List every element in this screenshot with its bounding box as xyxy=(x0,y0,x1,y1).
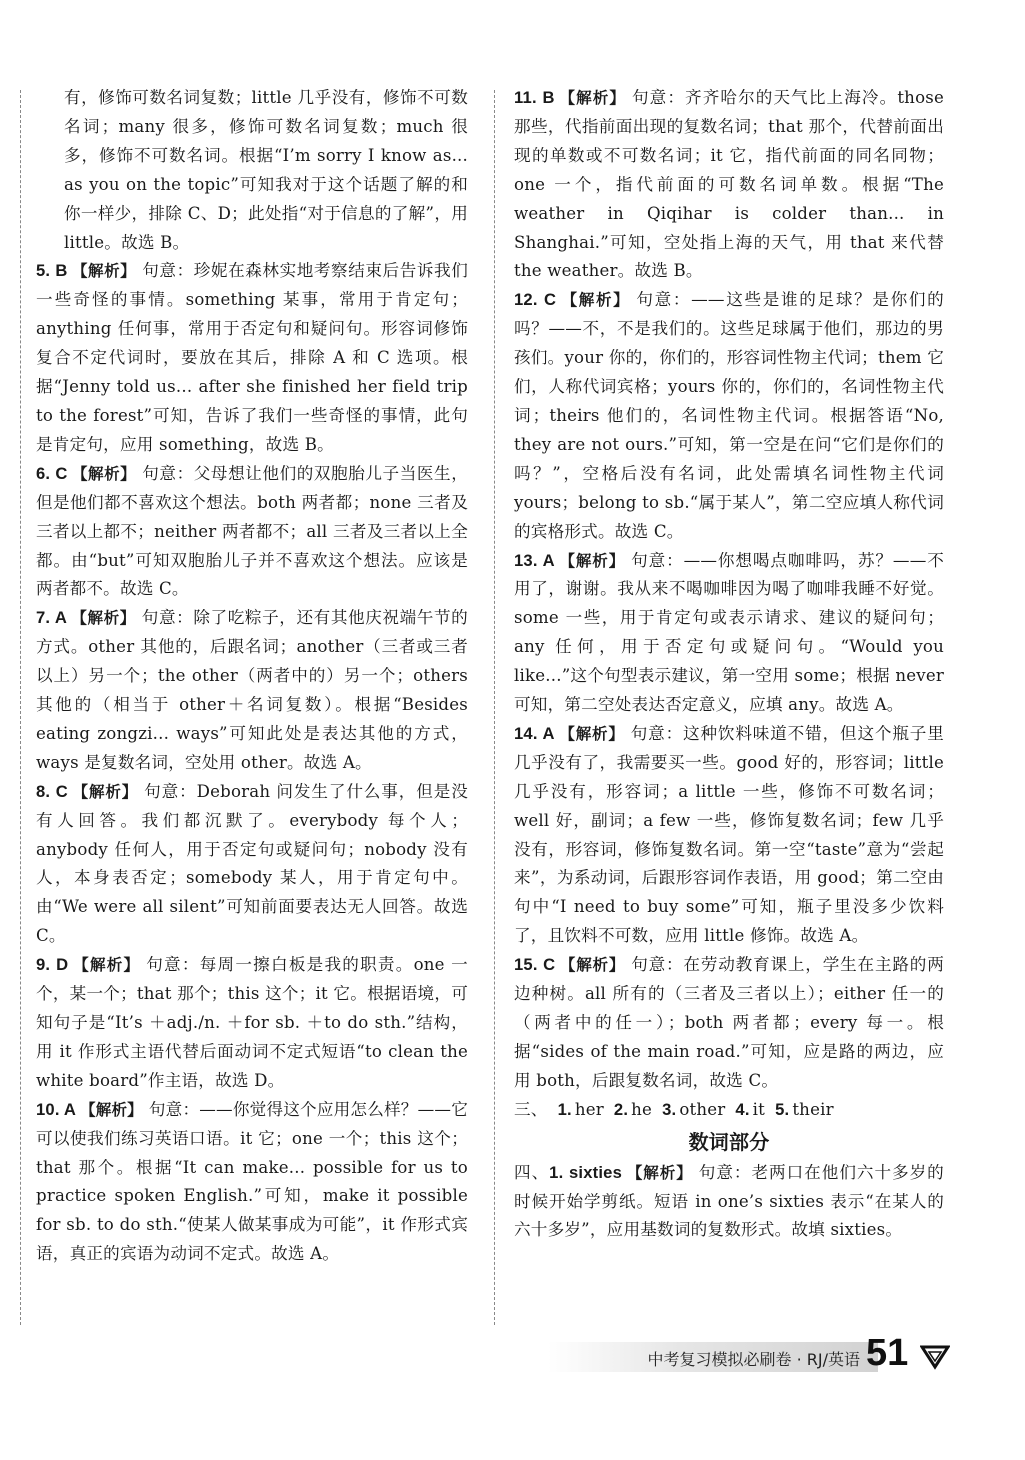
page-number: 51 xyxy=(866,1332,909,1374)
right-column xyxy=(514,84,944,1245)
left-column xyxy=(36,84,468,1269)
answer-item-6: 6. C 【解析】 句意：父母想让他们的双胞胎儿子当医生，但是他们都不喜欢这个想法。both 两者都；none 三者及三者以上都不；neither 两者都不；all 三者及三者以上全都。由“but”可知双胞胎儿子并不喜欢这个想法。应该是两者都不。故选 C。 xyxy=(36,463,468,599)
book-title: 中考复习模拟必刷卷 · RJ/英语 xyxy=(647,1350,860,1369)
answer-item-4-continued: 有，修饰可数名词复数；little 几乎没有，修饰不可数名词；many 很多，修饰可数名词复数；much 很多，修饰不可数名词。根据“I’m sorry I know as... as you on the topic”可知我对于这个话题了解的和你一样少，排除 C、D；此处指“对于信息的了解”，用 little。故选 B。 xyxy=(64,88,468,252)
left-margin-divider xyxy=(20,90,21,1325)
answer-item-14: 14. A 【解析】 句意：这种饮料味道不错，但这个瓶子里几乎没有了，我需要买一些。good 好的，形容词；little 几乎没有，形容词；a little 一些，修饰不可数名词；well 好，副词；a few 一些，修饰复数名词；few 几乎没有，形容词，修饰复数名词。第一空“taste”意为“尝起来”，为系动词，后跟形容词作表语，用 good；第二空由句中“I need to buy some”可知，瓶子里没多少饮料了，且饮料不可数，应用 little 修饰。故选 A。 xyxy=(514,723,944,946)
column-divider xyxy=(494,90,495,1325)
section-three-answers: 三、 1. her 2. he 3. other 4. it 5. their xyxy=(514,1099,834,1119)
section-title: 数词部分 xyxy=(688,1129,770,1154)
answer-item-12: 12. C 【解析】 句意：——这些是谁的足球？是你们的吗？——不，不是我们的。这些足球属于他们，那边的男孩们。your 你的，你们的，形容词性物主代词；them 它们，人称代词宾格；yours 你的，你们的，名词性物主代词；theirs 他们的，名词性物主代词。根据答语“No, they are not ours.”可知，第一空是在问“它们是你们的吗？”，空格后没有名词，此处需填名词性物主代词 yours；belong to sb.“属于某人”，第二空应填人称代词的宾格形式。故选 C。 xyxy=(514,290,944,541)
answer-section-four-item-1: 四、1. sixties 【解析】 句意：老两口在他们六十多岁的时候开始学剪纸。短语 in one’s sixties 表示“在某人的六十多岁”，应用基数词的复数形式。故填 sixties。 xyxy=(514,1162,944,1240)
answer-item-8: 8. C 【解析】 句意：Deborah 问发生了什么事，但是没有人回答。我们都沉默了。everybody 每个人；anybody 任何人，用于否定句或疑问句；nobody 没有人，本身表否定；somebody 某人，用于肯定句中。由“We were all silent”可知前面要表达无人回答。故选 C。 xyxy=(36,781,468,946)
answer-item-5: 5. B 【解析】 句意：珍妮在森林实地考察结束后告诉我们一些奇怪的事情。something 某事，常用于肯定句；anything 任何事，常用于否定句和疑问句。形容词修饰复合不定代词时，要放在其后，排除 A 和 C 选项。根据“Jenny told us... after she finished her field trip to the forest”可知，告诉了我们一些奇怪的事情，此句是肯定句，应用 something，故选 B。 xyxy=(36,261,468,454)
page-footer xyxy=(548,1332,998,1378)
triangle-down-icon xyxy=(920,1344,950,1370)
answer-item-7: 7. A 【解析】 句意：除了吃粽子，还有其他庆祝端午节的方式。other 其他的，后跟名词；another（三者或三者以上）另一个；the other（两者中的）另一个；others 其他的（相当于 other＋名词复数）。根据“Besides eating zongzi... ways”可知此处是表达其他的方式，ways 是复数名词，空处用 other。故选 A。 xyxy=(36,608,468,772)
answer-item-11: 11. B 【解析】 句意：齐齐哈尔的天气比上海冷。those 那些，代指前面出现的复数名词；that 那个，代替前面出现的单数或不可数名词；it 它，指代前面的同名同物；one 一个，指代前面的可数名词单数。根据“The weather in Qiqihar is colder than... in Shanghai.”可知，空处指上海的天气，用 that 来代替 the weather。故选 B。 xyxy=(514,88,944,281)
answer-item-10: 10. A 【解析】 句意：——你觉得这个应用怎么样？——它可以使我们练习英语口语。it 它；one 一个；this 这个；that 那个。根据“It can make... possible for us to practice spoken English.”可知，make it possible for sb. to do sth.“使某人做某事成为可能”，it 作形式宾语，真正的宾语为动词不定式。故选 A。 xyxy=(36,1099,468,1264)
answer-item-15: 15. C 【解析】 句意：在劳动教育课上，学生在主路的两边种树。all 所有的（三者及三者以上）；either 任一的（两者中的任一）；both 两者都；every 每一。根据“sides of the main road.”可知，应是路的两边，应用 both，后跟复数名词，故选 C。 xyxy=(514,955,944,1090)
answer-item-9: 9. D 【解析】 句意：每周一擦白板是我的职责。one 一个，某一个；that 那个；this 这个；it 它。根据语境，可知句子是“It’s ＋adj./n. ＋for sb. ＋to do sth.”结构，用 it 作形式主语代替后面动词不定式短语“to clean the white board”作主语，故选 D。 xyxy=(36,955,468,1090)
answer-item-13: 13. A 【解析】 句意：——你想喝点咖啡吗，苏？——不用了，谢谢。我从来不喝咖啡因为喝了咖啡我睡不好觉。some 一些，用于肯定句或表示请求、建议的疑问句；any 任何，用于否定句或疑问句。“Would you like...”这个句型表示建议，第一空用 some；根据 never 可知，第二空处表达否定意义，应填 any。故选 A。 xyxy=(514,550,944,715)
